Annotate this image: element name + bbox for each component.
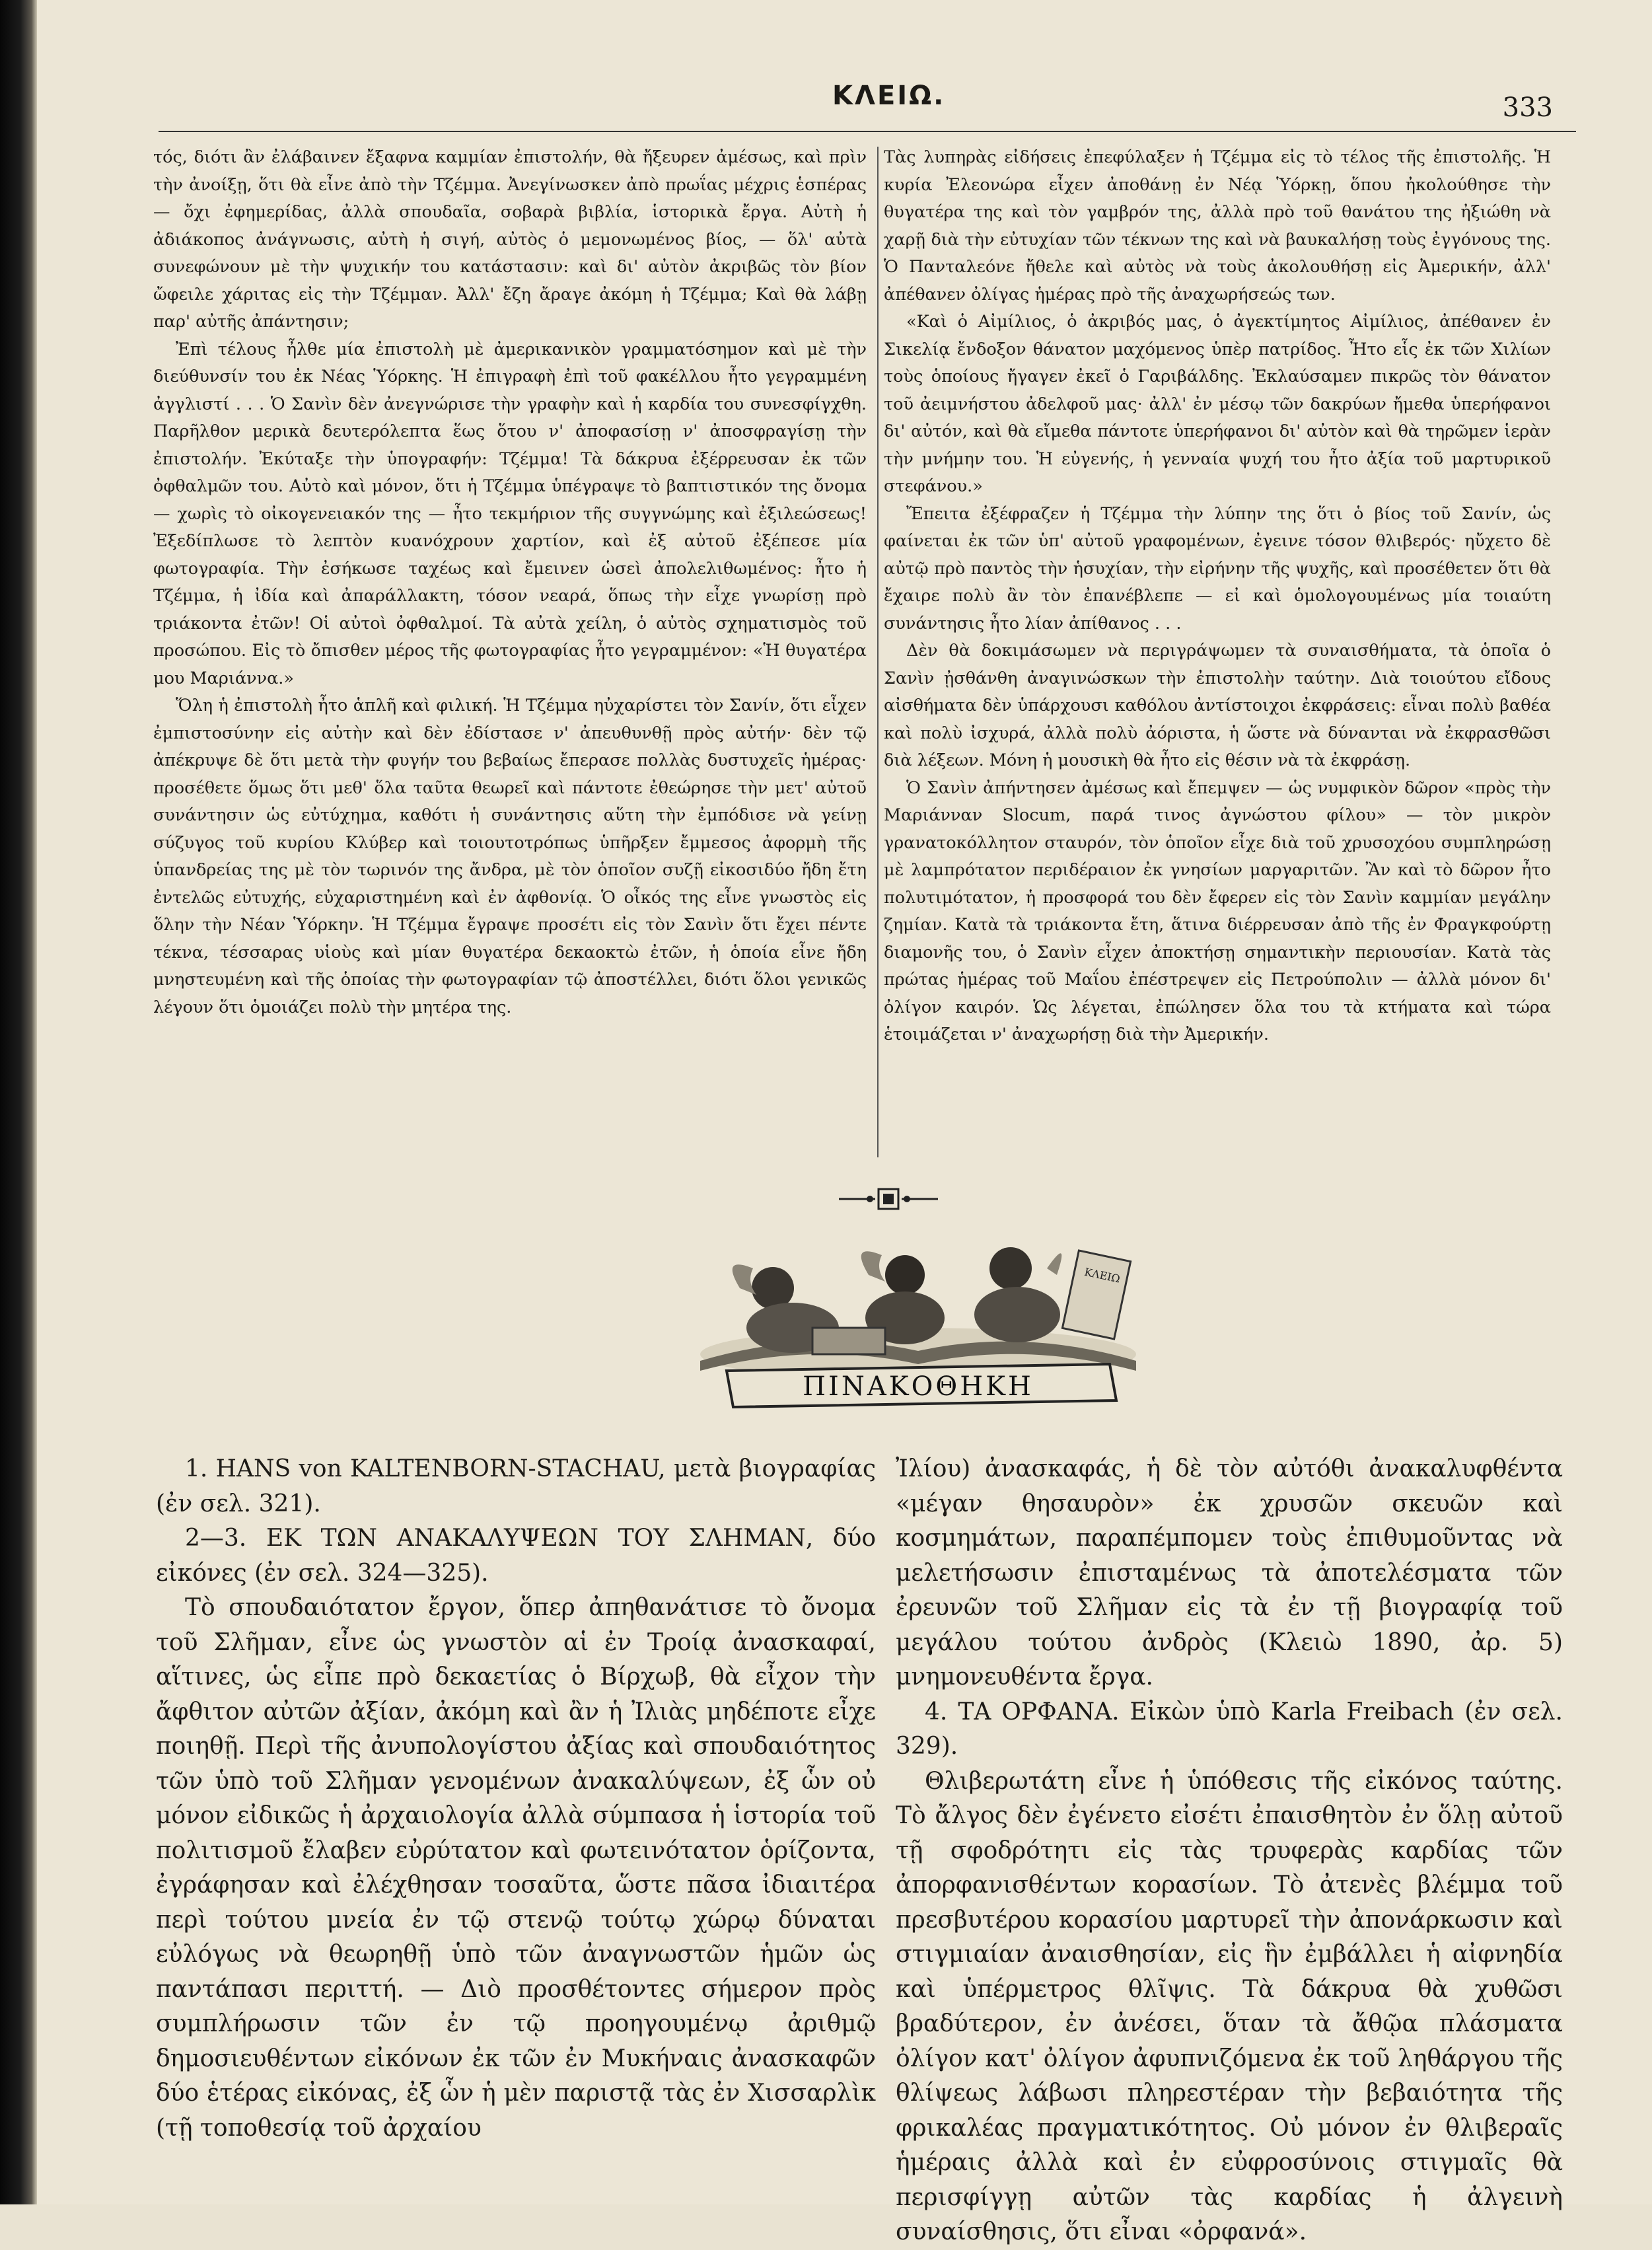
book-binding-edge — [0, 0, 37, 2204]
header-rule — [159, 131, 1576, 132]
top-right-column — [884, 144, 1551, 1049]
paragraph: τός, διότι ἂν ἐλάβαινεν ἔξαφνα καμμίαν ἐπιστολήν, θὰ ἤξευρεν ἀμέσως, καὶ πρὶν τὴν ἀνοίξῃ, ὅτι θὰ εἶνε ἀπὸ τὴν Τζέμμα. Ἀνεγίνωσκεν ἀπὸ πρωΐας μέχρις ἑσπέρας — ὄχι ἐφημερίδας, ἀλλὰ σπουδαῖα, σοβαρὰ βιβλία, ἱστορικὰ ἔργα. Αὐτὴ ἡ ἀδιάκοπος ἀνάγνωσις, αὐτὴ ἡ σιγή, αὐτὸς ὁ μεμονωμένος βίος, — ὅλ' αὐτὰ συνεφώνουν μὲ τὴν ψυχικήν του κατάστασιν: καὶ δι' αὐτὸν ἀκριβῶς τὸν βίον ὤφειλε χάριτας εἰς τὴν Τζέμμαν. Ἀλλ' ἔζη ἄραγε ἀκόμη ἡ Τζέμμα; Καὶ θὰ λάβῃ παρ' αὐτῆς ἀπάντησιν; — [153, 147, 867, 332]
column-divider — [877, 147, 879, 1157]
paragraph: Ὁ Σανὶν ἀπήντησεν ἀμέσως καὶ ἔπεμψεν — ὡς νυμφικὸν δῶρον «πρὸς τὴν Μαριάνναν Slocum, παρά τινος ἀγνώστου φίλου» — τὸν μικρὸν γρανατοκόλλητον σταυρόν, τὸν ὁποῖον εἶχε διὰ τοῦ χρυσοχόου συμπληρώσῃ μὲ λαμπρότατον περιδέραιον ἐκ γνησίων μαργαριτῶν. Ἂν καὶ τὸ δῶρον ἦτο πολυτιμότατον, ἡ προσφορά του δὲν ἔφερεν εἰς τὸν Σανὶν καμμίαν μεγάλην ζημίαν. Κατὰ τὰ τριάκοντα ἔτη, ἅτινα διέρρευσαν ἀπὸ τῆς ἐν Φραγκφούρτῃ διαμονῆς του, ὁ Σανὶν εἶχεν ἀποκτήσῃ σημαντικὴν περιουσίαν. Κατὰ τὰς πρώτας ἡμέρας τοῦ Μαΐου ἐπέστρεψεν εἰς Πετρούπολιν — ἀλλὰ μόνον δι' ὀλίγον καιρόν. Ὡς λέγεται, ἐπώλησεν ὅλα του τὰ κτήματα καὶ τώρα ἑτοιμάζεται ν' ἀναχωρήσῃ διὰ τὴν Ἀμερικήν. — [884, 778, 1551, 1044]
paragraph: 2—3. ΕΚ ΤΩΝ ΑΝΑΚΑΛΥΨΕΩΝ ΤΟΥ ΣΛΗΜΑΝ, δύο εἰκόνες (ἐν σελ. 324—325). — [156, 1525, 876, 1587]
paragraph: Ὅλη ἡ ἐπιστολὴ ἦτο ἁπλῆ καὶ φιλική. Ἡ Τζέμμα ηὐχαρίστει τὸν Σανίν, ὅτι εἶχεν ἐμπιστοσύνην εἰς αὐτὴν καὶ δὲν ἐδίστασε ν' ἀπευθυνθῇ πρὸς αὐτήν· δὲν τῷ ἀπέκρυψε δὲ ὅτι μετὰ τὴν φυγήν του βεβαίως ἔπερασε πολλὰς δυστυχεῖς ἡμέρας· προσέθετε ὅμως ὅτι μεθ' ὅλα ταῦτα θεωρεῖ καὶ πάντοτε ἐθεώρησε τὴν μετ' αὐτοῦ συνάντησιν ὡς εὐτύχημα, καθότι ἡ συνάντησις αὕτη τὴν ἐμπόδισε νὰ γείνῃ σύζυγος τοῦ κυρίου Κλύβερ καὶ τοιουτοτρόπως ὑπῆρξεν ἔμμεσος ἀφορμὴ τῆς ὑπανδρείας της μὲ τὸν τωρινόν της ἄνδρα, μὲ τὸν ὁποῖον συζῇ εἰκοσιδύο ἤδη ἔτη ἐντελῶς εὐτυχής, εὐχαριστημένη καὶ ἐν ἀφθονίᾳ. Ὁ οἶκός της εἶνε γνωστὸς εἰς ὅλην τὴν Νέαν Ὑόρκην. Ἡ Τζέμμα ἔγραψε προσέτι εἰς τὸν Σανὶν ὅτι ἔχει πέντε τέκνα, τέσσαρας υἱοὺς καὶ μίαν θυγατέρα δεκαοκτὼ ἐτῶν, ἡ ὁποία εἶνε ἤδη μνηστευμένη καὶ τῆς ὁποίας τὴν φωτογραφίαν τῷ ἀποστέλλει, διότι ὅλοι γενικῶς λέγουν ὅτι ὁμοιάζει πολὺ τὴν μητέρα της. — [153, 696, 867, 1017]
paragraph: 1. HANS von KALTENBORN-STACHAU, μετὰ βιογραφίας (ἐν σελ. 321). — [156, 1455, 876, 1517]
vignette-banner-text: ΠΙΝΑΚΟΘΗΚΗ — [803, 1371, 1034, 1402]
paragraph: «Καὶ ὁ Αἰμίλιος, ὁ ἀκριβός μας, ὁ ἀγεκτίμητος Αἰμίλιος, ἀπέθανεν ἐν Σικελίᾳ ἔνδοξον θάνατον μαχόμενος ὑπὲρ πατρίδος. Ἦτο εἷς ἐκ τῶν Χιλίων τοὺς ὁποίους ἤγαγεν ἐκεῖ ὁ Γαριβάλδης. Ἐκλαύσαμεν πικρῶς τὸν θάνατον τοῦ ἀειμνήστου ἀδελφοῦ μας· ἀλλ' ἐν μέσῳ τῶν δακρύων ἤμεθα ὑπερήφανοι δι' αὐτόν, καὶ θὰ εἴμεθα πάντοτε ὑπερήφανοι δι' αὐτὸν καὶ θὰ τηρῶμεν ἱερὰν τὴν μνήμην του. Ἡ εὐγενής, ἡ γενναία ψυχή του ἦτο ἀξία τοῦ μαρτυρικοῦ στεφάνου.» — [884, 312, 1551, 496]
bottom-left-column — [156, 1452, 876, 2146]
paragraph: 4. ΤΑ ΟΡΦΑΝΑ. Εἰκὼν ὑπὸ Karla Freibach (ἐν σελ. 329). — [896, 1698, 1563, 1760]
bottom-right-column — [896, 1452, 1563, 2250]
paragraph: Ἔπειτα ἐξέφραζεν ἡ Τζέμμα τὴν λύπην της ὅτι ὁ βίος τοῦ Σανίν, ὡς φαίνεται ἐκ τῶν ὑπ' αὐτοῦ γραφομένων, ἐγεινε τόσον θλιβερός· ηὔχετο δὲ αὐτῷ πρὸ παντὸς τὴν ἡσυχίαν, τὴν εἰρήνην τῆς ψυχῆς, καὶ προσέθετεν ὅτι θὰ ἔχαιρε πολὺ ἂν τὸν ἐπανέβλεπε — εἰ καὶ ὁμολογουμένως μία τοιαύτη συνάντησις ἦτο λίαν ἀπίθανος . . . — [884, 503, 1551, 634]
paragraph: Θλιβερωτάτη εἶνε ἡ ὑπόθεσις τῆς εἰκόνος ταύτης. Τὸ ἄλγος δὲν ἐγένετο εἰσέτι ἐπαισθητὸν ἐν ὅλῃ αὐτοῦ τῇ σφοδρότητι εἰς τὰς τρυφερὰς καρδίας τῶν ἀπορφανισθέντων κορασίων. Τὸ ἀτενὲς βλέμμα τοῦ πρεσβυτέρου κορασίου μαρτυρεῖ τὴν ἀπονάρκωσιν καὶ στιγμιαίαν ἀναισθησίαν, εἰς ἣν ἐμβάλλει ἡ αἰφνηδία καὶ ὑπέρμετρος θλῖψις. Τὰ δάκρυα θὰ χυθῶσι βραδύτερον, ἐν ἀνέσει, ὅταν τὰ ἄθῷα πλάσματα ὀλίγον κατ' ὀλίγον ἀφυπνιζόμενα ἐκ τοῦ ληθάργου τῆς θλίψεως λάβωσι πληρεστέραν τὴν βεβαιότητα τῆς φρικαλέας πραγματικότητος. Οὐ μόνον ἐν θλιβεραῖς ἡμέραις ἀλλὰ καὶ ἐν εὐφροσύνοις στιγμαῖς θὰ περισφίγγῃ αὐτῶν τὰς καρδίας ἡ ἀλγεινὴ συναίσθησις, ὅτι εἶναι «ὀρφανά». — [896, 1767, 1563, 2245]
page-number: 333 — [1502, 92, 1553, 123]
cherubs-vignette — [680, 1229, 1156, 1420]
paragraph: Τὸ σπουδαιότατον ἔργον, ὅπερ ἀπηθανάτισε τὸ ὄνομα τοῦ Σλῆμαν, εἶνε ὡς γνωστὸν αἱ ἐν Τροίᾳ ἀνασκαφαί, αἵτινες, ὡς εἶπε πρὸ δεκαετίας ὁ Βίρχωβ, θὰ εἶχον τὴν ἄφθιτον αὐτῶν ἀξίαν, ἀκόμη καὶ ἂν ἡ Ἰλιὰς μηδέποτε εἶχε ποιηθῇ. Περὶ τῆς ἀνυπολογίστου ἀξίας καὶ σπουδαιότητος τῶν ὑπὸ τοῦ Σλῆμαν γενομένων ἀνακαλύψεων, ἐξ ὧν οὐ μόνον εἰδικῶς ἡ ἀρχαιολογία ἀλλὰ σύμπασα ἡ ἱστορία τοῦ πολιτισμοῦ ἔλαβεν εὐρύτατον καὶ φωτεινότατον ὁρίζοντα, ἐγράφησαν καὶ ἐλέχθησαν τοσαῦτα, ὥστε πᾶσα ἰδιαιτέρα περὶ τούτου μνεία ἐν τῷ στενῷ τούτῳ χώρῳ δύναται εὐλόγως νὰ θεωρηθῇ ὑπὸ τῶν ἀναγνωστῶν ἡμῶν ὡς παντάπασι περιττή. — Διὸ προσθέτοντες σήμερον πρὸς συμπλήρωσιν τῶν ἐν τῷ προηγουμένῳ ἀριθμῷ δημοσιευθέντων εἰκόνων ἐκ τῶν ἐν Μυκήναις ἀνασκαφῶν δύο ἑτέρας εἰκόνας, ἐξ ὧν ἡ μὲν παριστᾷ τὰς ἐν Χισσαρλὶκ (τῇ τοποθεσίᾳ τοῦ ἀρχαίου — [156, 1594, 876, 2142]
paragraph: Ἐπὶ τέλους ἦλθε μία ἐπιστολὴ μὲ ἀμερικανικὸν γραμματόσημον καὶ μὲ τὴν διεύθυνσίν του ἐκ Νέας Ὑόρκης. Ἡ ἐπιγραφὴ ἐπὶ τοῦ φακέλλου ἦτο γεγραμμένη ἀγγλιστί . . . Ὁ Σανὶν δὲν ἀνεγνώρισε τὴν γραφὴν καὶ ἡ καρδία του συνεσφίγχθη. Παρῆλθον μερικὰ δευτερόλεπτα ἕως ὅτου ν' ἀποφασίσῃ ν' ἀποσφραγίσῃ τὴν ἐπιστολήν. Ἐκύταξε τὴν ὑπογραφήν: Τζέμμα! Τὰ δάκρυα ἐξέρρευσαν ἐκ τῶν ὀφθαλμῶν του. Αὐτὸ καὶ μόνον, ὅτι ἡ Τζέμμα ὑπέγραψε τὸ βαπτιστικόν της ὄνομα — χωρὶς τὸ οἰκογενειακόν της — ἦτο τεκμήριον τῆς συγγνώμης καὶ ἐξιλεώσεως! Ἐξεδίπλωσε τὸ λεπτὸν κυανόχρουν χαρτίον, καὶ ἐξ αὐτοῦ ἐξέπεσε μία φωτογραφία. Τὴν ἐσήκωσε ταχέως καὶ ἔμεινεν ὡσεὶ ἀπολελιθωμένος: ἦτο ἡ Τζέμμα, ἡ ἰδία καὶ ἀπαράλλακτη, τόσον νεαρά, ὅπως τὴν εἶχε γνωρίσῃ πρὸ τριάκοντα ἐτῶν! Οἱ αὐτοὶ ὀφθαλμοί. Τὰ αὐτὰ χείλη, ὁ αὐτὸς σχηματισμὸς τοῦ προσώπου. Εἰς τὸ ὄπισθεν μέρος τῆς φωτογραφίας ἦτο γεγραμμένον: «Ἡ θυγατέρα μου Μαριάννα.» — [153, 339, 867, 688]
paragraph: Δὲν θὰ δοκιμάσωμεν νὰ περιγράψωμεν τὰ συναισθήματα, τὰ ὁποῖα ὁ Σανὶν ᾐσθάνθη ἀναγινώσκων τὴν ἐπιστολὴν ταύτην. Διὰ τοιούτου εἴδους αἰσθήματα δὲν ὑπάρχουσι καθόλου ἀντίστοιχοι ἐκφράσεις: εἶναι πολὺ βαθέα καὶ πολὺ ἰσχυρά, ἀλλὰ πολὺ ἀόριστα, ἡ ὥστε νὰ δύνανται νὰ ἐκφρασθῶσι διὰ λέξεων. Μόνη ἡ μουσικὴ θὰ ἦτο εἰς θέσιν νὰ τὰ ἐκφράσῃ. — [884, 641, 1551, 770]
paragraph: Ἰλίου) ἀνασκαφάς, ἡ δὲ τὸν αὐτόθι ἀνακαλυφθέντα «μέγαν θησαυρὸν» ἐκ χρυσῶν σκευῶν καὶ κοσμημάτων, παραπέμπομεν τοὺς ἐπιθυμοῦντας νὰ μελετήσωσιν ἐπισταμένως τὰ ἀποτελέσματα τῶν ἐρευνῶν τοῦ Σλῆμαν εἰς τὰ ἐν τῇ βιογραφίᾳ τοῦ μεγάλου τούτου ἀνδρὸς (Κλειὼ 1890, ἀρ. 5) μνημονευθέντα ἔργα. — [896, 1455, 1563, 1690]
vignette-book-text: ΚΛΕΙΩ — [1083, 1265, 1122, 1286]
section-ornament — [839, 1182, 938, 1216]
page-title: ΚΛΕΙΩ. — [832, 81, 946, 111]
paragraph: Τὰς λυπηρὰς εἰδήσεις ἐπεφύλαξεν ἡ Τζέμμα εἰς τὸ τέλος τῆς ἐπιστολῆς. Ἡ κυρία Ἐλεονώρα εἶχεν ἀποθάνῃ ἐν Νέᾳ Ὑόρκῃ, ὅπου ἠκολούθησε τὴν θυγατέρα της καὶ τὸν γαμβρόν της, ἀλλὰ πρὸ τοῦ θανάτου της ἠξιώθη νὰ χαρῇ διὰ τὴν εὐτυχίαν τῶν τέκνων της καὶ νὰ βαυκαλήσῃ τοὺς ἐγγόνους της. Ὁ Πανταλεόνε ἤθελε καὶ αὐτὸς νὰ τοὺς ἀκολουθήσῃ εἰς Ἀμερικήν, ἀλλ' ἀπέθανεν ὀλίγας ἡμέρας πρὸ τῆς ἀναχωρήσεώς των. — [884, 147, 1551, 305]
top-left-column — [153, 144, 867, 1021]
